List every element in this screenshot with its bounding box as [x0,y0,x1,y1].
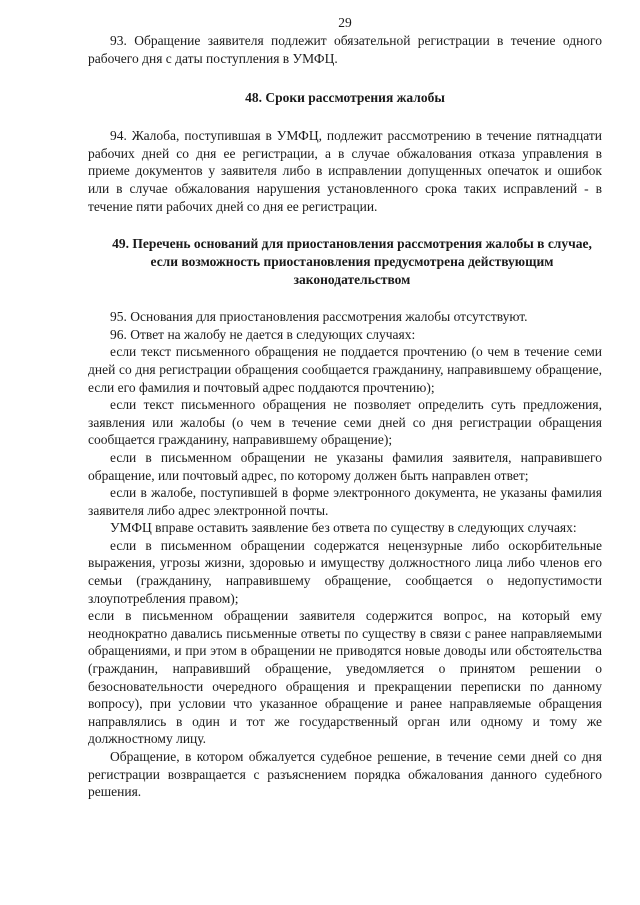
paragraph-93: 93. Обращение заявителя подлежит обязательной регистрации в течение одного рабочего дня с даты поступления в УМФЦ. [88,33,602,66]
page-number: 29 [338,15,352,30]
list-item-obscene: если в письменном обращении содержатся нецензурные либо оскорбительные выражения, угрозы жизни, здоровью и имуществу должностного лица либо членов его семьи (гражданину, направившему обращение, сообщается о недопустимости злоупотребления правом); [88,537,602,606]
list-item-unreadable: если текст письменного обращения не поддается прочтению (о чем в течение семи дней со дня регистрации обращения сообщается гражданину, направившему обращение, если его фамилия и почтовый адрес поддаются прочтению); [88,344,602,395]
paragraph-95: 95. Основания для приостановления рассмотрения жалобы отсутствуют. [110,309,528,325]
paragraph-94: 94. Жалоба, поступившая в УМФЦ, подлежит рассмотрению в течение пятнадцати рабочих дней со дня ее регистрации, а в случае обжалования отказа управления в приеме документов у заявителя либо в исправлении допущенных опечаток и ошибок или в случае обжалования нарушения установленного срока таких исправлений - в течение пяти рабочих дней со дня ее регистрации. [88,128,602,214]
document-page [88,14,602,801]
list-item-electronic-no-surname: если в жалобе, поступившей в форме электронного документа, не указаны фамилия заявителя либо адрес электронной почты. [88,485,602,518]
list-item-repeated-question: если в письменном обращении заявителя содержится вопрос, на который ему неоднократно давались письменные ответы по существу в связи с ранее направляемыми обращениями, и при этом в обращении не приводятся новые доводы или обстоятельства (гражданин, направивший обращение, уведомляется о принятом решении о безосновательности очередного обращения и прекращении переписки по данному вопросу), при условии что указанное обращение и ранее направляемые обращения направлялись в один и тот же государственный орган или одному и тому же должностному лицу. [88,608,602,747]
paragraph-court-decision: Обращение, в котором обжалуется судебное решение, в течение семи дней со дня регистрации возвращается с разъяснением порядка обжалования данного судебного решения. [88,749,602,800]
paragraph-umfc-may-leave: УМФЦ вправе оставить заявление без ответа по существу в следующих случаях: [110,520,577,536]
paragraph-96: 96. Ответ на жалобу не дается в следующих случаях: [110,326,416,342]
section-48-heading: 48. Сроки рассмотрения жалобы [245,90,445,106]
list-item-unclear-essence: если текст письменного обращения не позволяет определить суть предложения, заявления или жалобы (о чем в течение семи дней со дня регистрации обращения сообщается гражданину, направившему обращение); [88,397,602,448]
list-item-no-surname: если в письменном обращении не указаны фамилия заявителя, направившего обращение, или почтовый адрес, по которому должен быть направлен ответ; [88,449,602,483]
section-49-heading: 49. Перечень оснований для приостановления рассмотрения жалобы в случае, если возможность приостановления предусмотрена действующим законодательством [112,236,592,288]
